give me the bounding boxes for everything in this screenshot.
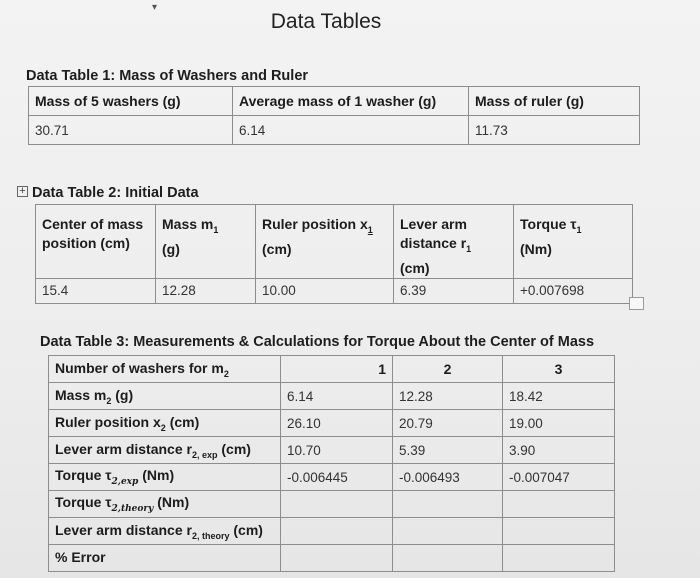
t3-cell[interactable]: -0.007047 bbox=[503, 464, 615, 491]
t3-cell[interactable] bbox=[393, 545, 503, 572]
t3-row-label bbox=[49, 518, 281, 545]
t3-row-label-sub: 2, exp bbox=[191, 449, 218, 460]
t3-row-label-unit: (Nm) bbox=[138, 467, 175, 484]
t3-cell[interactable]: 18.42 bbox=[503, 383, 615, 410]
t3-row-label bbox=[49, 545, 281, 572]
t3-row-label-sub: 2 bbox=[106, 395, 112, 406]
t3-cell[interactable] bbox=[503, 545, 615, 572]
t2-header-ruler-sub: 1 bbox=[367, 224, 373, 235]
expand-table-icon[interactable]: + bbox=[17, 186, 28, 197]
table2 bbox=[35, 204, 633, 304]
t3-col-1: 1 bbox=[281, 356, 393, 383]
t3-col-2: 2 bbox=[393, 356, 503, 383]
t3-row-label-unit: (Nm) bbox=[153, 494, 190, 511]
t3-cell[interactable] bbox=[281, 491, 393, 518]
t3-cell[interactable] bbox=[393, 518, 503, 545]
t2-header-lever-text: Lever arm distance r bbox=[400, 216, 467, 251]
t3-cell[interactable]: 19.00 bbox=[503, 410, 615, 437]
t3-row bbox=[49, 518, 615, 545]
t3-row bbox=[49, 464, 615, 491]
t2-header-center bbox=[36, 205, 156, 279]
table1-caption: Data Table 1: Mass of Washers and Ruler bbox=[26, 68, 309, 84]
t2-header-mass bbox=[156, 205, 256, 279]
t3-row-label-text: Torque τ bbox=[55, 494, 112, 511]
t3-row-label-unit: (cm) bbox=[217, 440, 251, 457]
t3-header-label bbox=[49, 356, 281, 383]
t2-cell-center[interactable]: 15.4 bbox=[36, 278, 156, 303]
t3-cell[interactable]: 26.10 bbox=[281, 410, 393, 437]
t3-cell[interactable] bbox=[503, 491, 615, 518]
t3-row-label-text: Mass m bbox=[55, 386, 107, 403]
t3-row-label-sub: 2,exp bbox=[111, 476, 139, 487]
t3-cell[interactable] bbox=[393, 491, 503, 518]
t2-header-torque-sub: 1 bbox=[576, 224, 582, 235]
t2-header-center-text: Center of mass position (cm) bbox=[42, 216, 144, 251]
t3-row bbox=[49, 491, 615, 518]
t3-body bbox=[49, 383, 615, 572]
t3-cell[interactable] bbox=[281, 545, 393, 572]
t3-row bbox=[49, 410, 615, 437]
t3-row-label bbox=[49, 383, 281, 410]
t1-cell-ruler[interactable]: 11.73 bbox=[469, 116, 640, 145]
t3-cell[interactable]: 12.28 bbox=[393, 383, 503, 410]
t3-header-text: Number of washers for m bbox=[55, 359, 224, 376]
t3-cell[interactable]: 6.14 bbox=[281, 383, 393, 410]
t3-row-label-sub: 2,theory bbox=[111, 503, 154, 514]
t1-cell-avg[interactable]: 6.14 bbox=[233, 116, 469, 145]
t2-header-ruler-unit: (cm) bbox=[262, 240, 292, 257]
t3-cell[interactable] bbox=[281, 518, 393, 545]
t3-row-label-text: Ruler position x bbox=[55, 413, 161, 430]
t3-row-label bbox=[49, 464, 281, 491]
t3-row-label-unit: (cm) bbox=[229, 521, 263, 538]
table3 bbox=[48, 355, 615, 572]
t2-header-mass-sub: 1 bbox=[213, 224, 219, 235]
t1-header-washers: Mass of 5 washers (g) bbox=[29, 87, 233, 116]
t3-row-label-unit: (g) bbox=[111, 386, 134, 403]
t3-cell[interactable]: 20.79 bbox=[393, 410, 503, 437]
t2-header-ruler-text: Ruler position x bbox=[262, 216, 368, 232]
t3-cell[interactable]: 3.90 bbox=[503, 437, 615, 464]
t3-row bbox=[49, 437, 615, 464]
t3-row-label-text: Torque τ bbox=[55, 467, 112, 484]
t2-header-lever-unit: (cm) bbox=[400, 259, 430, 276]
t2-header-torque-text: Torque τ bbox=[520, 216, 577, 232]
t2-header-mass-text: Mass m bbox=[162, 216, 214, 232]
t2-header-torque-unit: (Nm) bbox=[520, 240, 552, 257]
t3-row-label bbox=[49, 437, 281, 464]
t2-header-ruler bbox=[256, 205, 394, 279]
table3-caption: Data Table 3: Measurements & Calculations for Torque About the Center of Mass bbox=[40, 334, 595, 350]
t2-header-lever-sub: 1 bbox=[466, 243, 472, 254]
t3-row bbox=[49, 383, 615, 410]
t3-cell[interactable]: -0.006493 bbox=[393, 464, 503, 491]
t3-row-label-text: Lever arm distance r bbox=[55, 440, 192, 457]
t2-header-torque bbox=[514, 205, 633, 279]
t1-header-avg: Average mass of 1 washer (g) bbox=[233, 87, 469, 116]
t3-row-label-text: Lever arm distance r bbox=[55, 521, 192, 538]
checkbox-icon[interactable] bbox=[629, 297, 644, 310]
table2-caption: Data Table 2: Initial Data bbox=[32, 185, 199, 201]
page-title: Data Tables bbox=[270, 10, 382, 33]
t2-cell-mass[interactable]: 12.28 bbox=[156, 278, 256, 303]
t3-row-label bbox=[49, 410, 281, 437]
cursor-dot: ▾ bbox=[152, 2, 158, 13]
t1-header-ruler: Mass of ruler (g) bbox=[469, 87, 640, 116]
t2-header-lever bbox=[394, 205, 514, 279]
t3-cell[interactable] bbox=[503, 518, 615, 545]
t3-row bbox=[49, 545, 615, 572]
t3-row-label-text: % Error bbox=[55, 548, 106, 565]
t1-cell-washers[interactable]: 30.71 bbox=[29, 116, 233, 145]
t3-row-label-sub: 2 bbox=[160, 422, 166, 433]
t2-cell-lever[interactable]: 6.39 bbox=[394, 278, 514, 303]
t2-cell-ruler[interactable]: 10.00 bbox=[256, 278, 394, 303]
t3-header-sub: 2 bbox=[223, 368, 229, 379]
t3-row-label bbox=[49, 491, 281, 518]
t3-row-label-unit: (cm) bbox=[165, 413, 200, 430]
table1 bbox=[28, 86, 640, 145]
t3-col-3: 3 bbox=[503, 356, 615, 383]
t3-cell[interactable]: -0.006445 bbox=[281, 464, 393, 491]
t2-cell-torque[interactable]: +0.007698 bbox=[514, 278, 633, 303]
t3-cell[interactable]: 5.39 bbox=[393, 437, 503, 464]
t3-row-label-sub: 2, theory bbox=[191, 530, 230, 541]
t3-cell[interactable]: 10.70 bbox=[281, 437, 393, 464]
t2-header-mass-unit: (g) bbox=[162, 240, 180, 257]
